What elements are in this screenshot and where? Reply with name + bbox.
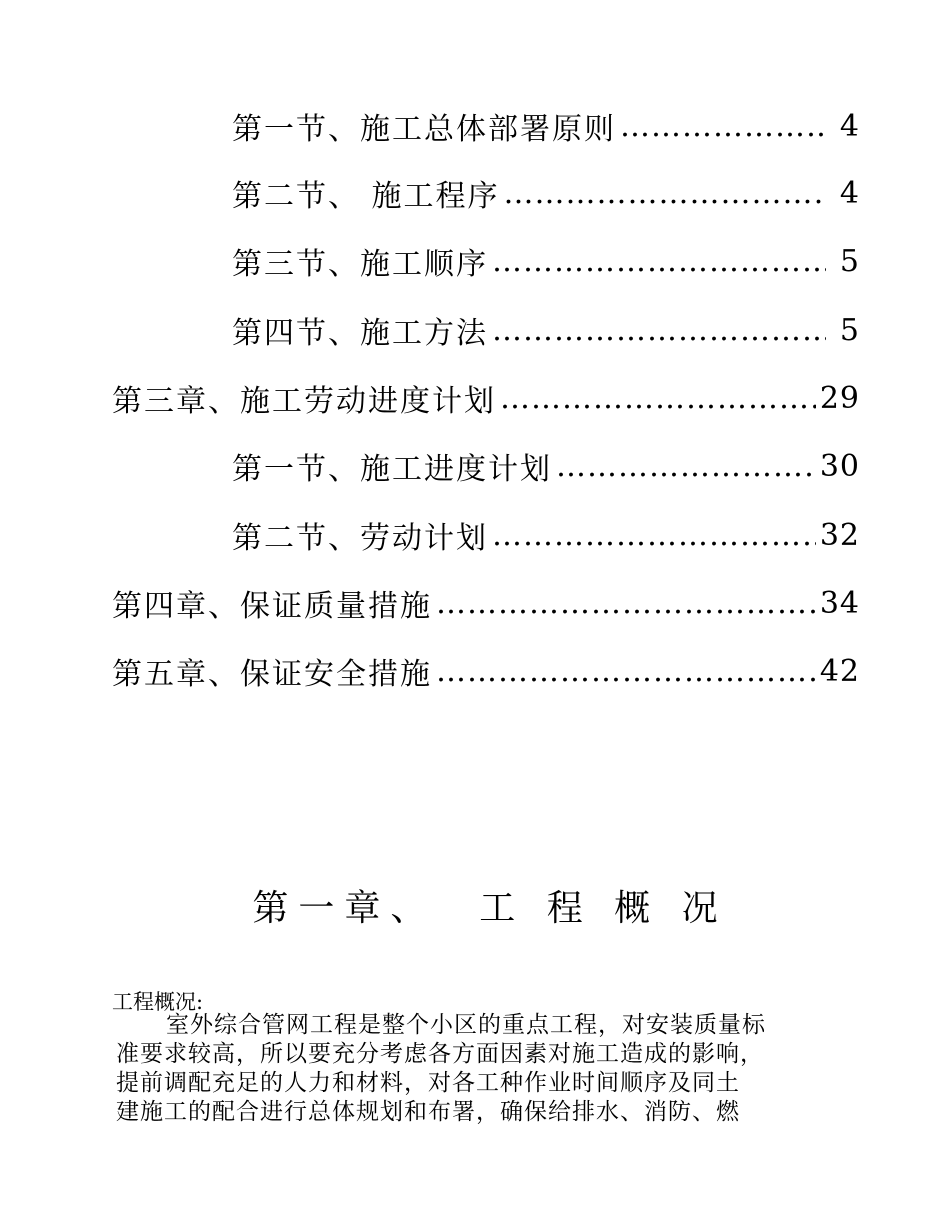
overview-label: 工程概况: (112, 990, 204, 1014)
overview-paragraph (116, 1011, 866, 1127)
toc-entry[interactable] (232, 515, 860, 555)
toc-entry[interactable] (112, 378, 860, 418)
toc-entry-page: 5 (839, 243, 860, 279)
toc-entry[interactable] (232, 173, 860, 213)
toc-leader-dots (504, 176, 826, 211)
paragraph-line: 准要求较高，所以要充分考虑各方面因素对施工造成的影响， (116, 1041, 764, 1067)
toc-entry-page: 30 (819, 448, 860, 484)
toc-entry-page: 32 (819, 517, 860, 553)
toc-entry[interactable] (232, 310, 860, 350)
toc-entry-page: 4 (839, 108, 860, 144)
toc-entry-title: 第一节、施工总体部署原则 (232, 112, 616, 147)
toc-leader-dots (436, 586, 816, 621)
toc-entry[interactable] (112, 583, 860, 623)
toc-entry-title: 第三章、施工劳动进度计划 (112, 384, 496, 419)
toc-entry-page: 5 (839, 312, 860, 348)
toc-leader-dots (436, 654, 816, 689)
toc-entry-page: 4 (839, 175, 860, 211)
toc-leader-dots (500, 381, 816, 416)
chapter-title: 第一章、 工 程 概 况 (252, 888, 728, 929)
toc-entry[interactable] (232, 241, 860, 281)
toc-leader-dots (620, 109, 826, 144)
toc-entry[interactable] (112, 651, 860, 691)
toc-entry-page: 42 (819, 653, 860, 689)
toc-leader-dots (492, 244, 826, 279)
toc-entry[interactable] (232, 446, 860, 486)
toc-entry-title: 第三节、施工顺序 (232, 247, 488, 282)
toc-entry-page: 29 (819, 380, 860, 416)
toc-entry-title: 第四章、保证质量措施 (112, 589, 432, 624)
toc-leader-dots (492, 518, 816, 553)
toc-entry-title: 第五章、保证安全措施 (112, 657, 432, 692)
toc-entry-title: 第二节、 施工程序 (232, 179, 500, 214)
toc-entry-title: 第一节、施工进度计划 (232, 452, 552, 487)
toc-entry-title: 第四节、施工方法 (232, 316, 488, 351)
paragraph-line: 室外综合管网工程是整个小区的重点工程，对安装质量标 (166, 1012, 766, 1038)
toc-entry[interactable] (232, 106, 860, 146)
paragraph-line: 建施工的配合进行总体规划和布署，确保给排水、消防、燃 (116, 1099, 740, 1125)
toc-leader-dots (492, 313, 826, 348)
toc-entry-page: 34 (819, 585, 860, 621)
paragraph-line: 提前调配充足的人力和材料，对各工种作业时间顺序及同土 (116, 1070, 740, 1096)
toc-leader-dots (556, 449, 816, 484)
toc-entry-title: 第二节、劳动计划 (232, 521, 488, 556)
